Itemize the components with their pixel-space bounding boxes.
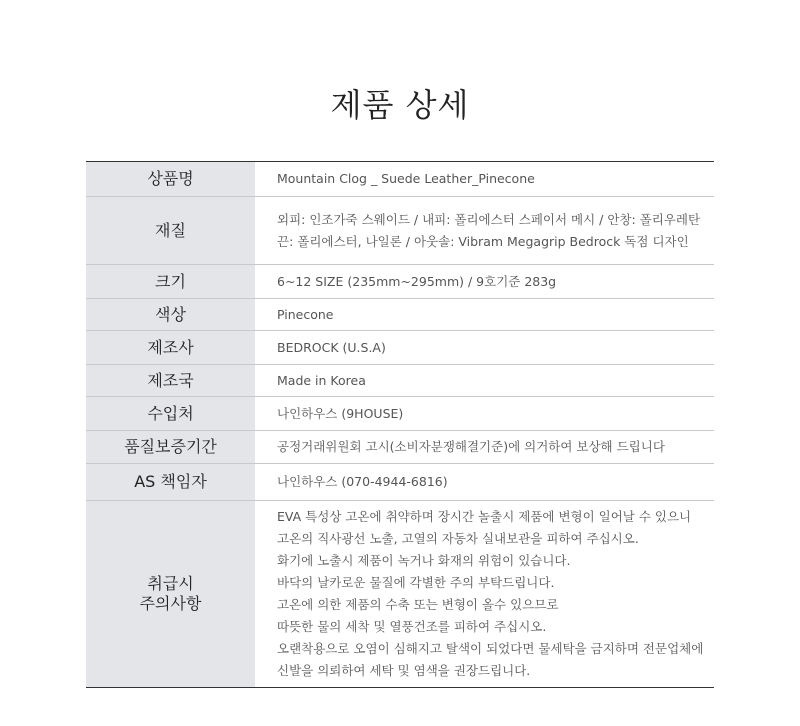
spec-label-importer: 수입처 xyxy=(86,397,255,431)
spec-value-importer: 나인하우스 (9HOUSE) xyxy=(277,405,404,421)
spec-row-manufacturer xyxy=(86,331,714,365)
caution-label-line: 주의사항 xyxy=(139,594,202,613)
spec-value-product-name: Mountain Clog _ Suede Leather_Pinecone xyxy=(277,171,535,186)
spec-row-warranty xyxy=(86,431,714,464)
spec-row-importer xyxy=(86,397,714,431)
spec-value-as-manager: 나인하우스 (070-4944-6816) xyxy=(277,474,448,489)
caution-line: 고온의 직사광선 노출, 고열의 자동차 실내보관을 피하여 주십시오. xyxy=(277,531,639,546)
spec-row-product-name xyxy=(86,162,714,197)
caution-line: 따뜻한 물의 세착 및 열풍건조를 피하여 주십시오. xyxy=(277,619,547,634)
caution-line: 고온에 의한 제품의 수축 또는 변형이 올수 있으므로 xyxy=(277,597,559,612)
product-spec-table xyxy=(86,161,714,688)
spec-label-product-name: 상품명 xyxy=(86,162,255,197)
caution-line: 신발을 의뢰하여 세탁 및 염색을 권장드립니다. xyxy=(277,663,531,678)
spec-row-caution xyxy=(86,501,714,688)
caution-line: 오랜착용으로 오염이 심해지고 탈색이 되었다면 물세탁을 금지하며 전문업체에 xyxy=(277,641,704,656)
spec-label-manufacturer: 제조사 xyxy=(86,331,255,365)
spec-value-manufacturer: BEDROCK (U.S.A) xyxy=(277,339,386,355)
spec-label-size: 크기 xyxy=(86,265,255,299)
spec-value-warranty: 공정거래위원회 고시(소비자분쟁해결기준)에 의거하여 보상해 드립니다 xyxy=(277,439,665,454)
spec-row-origin xyxy=(86,365,714,397)
spec-row-material xyxy=(86,197,714,265)
spec-value-material xyxy=(255,197,714,265)
spec-value-size: 6~12 SIZE (235mm~295mm) / 9호기준 283g xyxy=(277,273,557,289)
caution-line: EVA 특성상 고온에 취약하며 장시간 놀출시 제품에 변형이 일어날 수 있으니 xyxy=(277,509,692,524)
page-title: 제품 상세 xyxy=(330,86,470,124)
spec-label-material: 재질 xyxy=(86,197,255,265)
spec-row-as-manager xyxy=(86,464,714,501)
caution-label-line: 취급시 xyxy=(147,574,194,593)
spec-label-warranty: 품질보증기간 xyxy=(86,431,255,464)
spec-value-origin: Made in Korea xyxy=(277,372,366,388)
material-line: 외피: 인조가죽 스웨이드 / 내피: 폴리에스터 스페이서 메시 / 안창: 폴리우레탄 xyxy=(277,211,701,227)
caution-line: 바닥의 날카로운 물질에 각별한 주의 부탁드립니다. xyxy=(277,575,555,590)
spec-value-color: Pinecone xyxy=(277,306,334,322)
spec-label-as-manager: AS 책임자 xyxy=(86,464,255,501)
spec-label-origin: 제조국 xyxy=(86,365,255,397)
spec-row-color xyxy=(86,299,714,331)
caution-line: 화기에 노출시 제품이 녹거나 화재의 위험이 있습니다. xyxy=(277,553,571,568)
spec-label-color: 색상 xyxy=(86,299,255,331)
spec-row-size xyxy=(86,265,714,299)
material-line: 끈: 폴리에스터, 나일론 / 아웃솔: Vibram Megagrip Bedrock 독점 디자인 xyxy=(277,233,689,249)
spec-value-caution xyxy=(255,501,714,688)
spec-label-caution xyxy=(86,501,255,688)
